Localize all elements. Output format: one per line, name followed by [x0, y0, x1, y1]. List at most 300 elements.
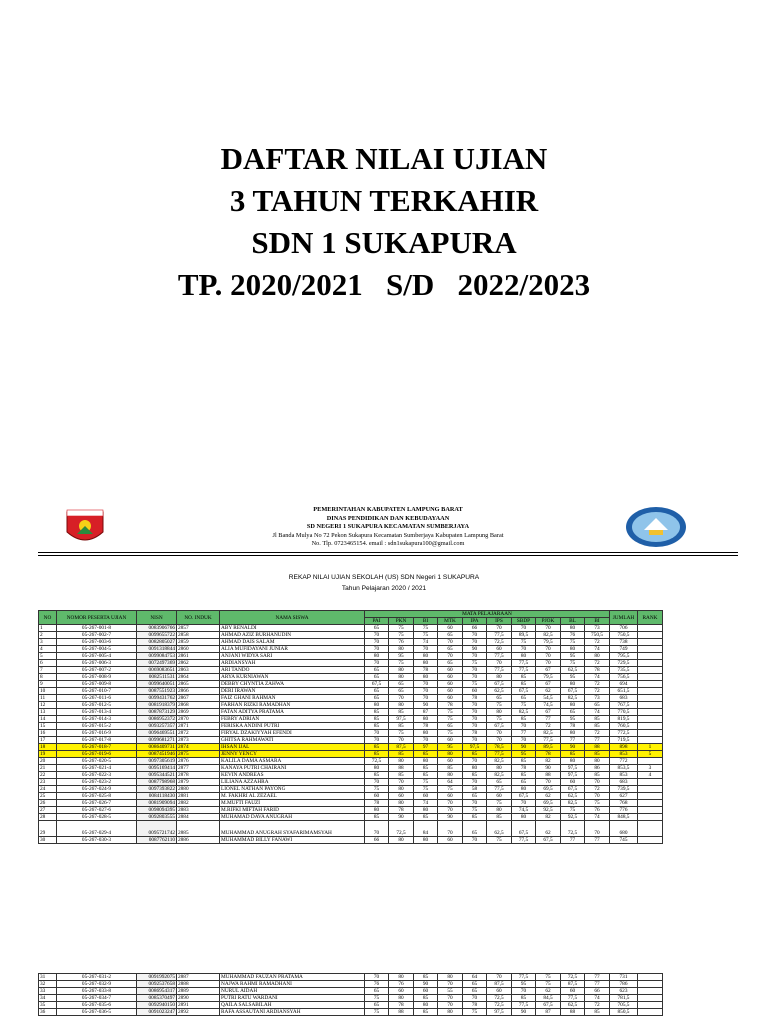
cell-no: 35: [39, 1002, 57, 1009]
cell-score: 85: [585, 723, 610, 730]
cell-no: 18: [39, 744, 57, 751]
table-row: [39, 981, 663, 988]
cell-nama: AHMAD AZIZ BURHANUDIN: [220, 632, 365, 639]
cell-score: 95: [512, 751, 536, 758]
cell-jumlah: 719,5: [610, 737, 638, 744]
cell-nomor-ujian: 05-267-029-4: [57, 821, 137, 837]
cell-score: 90: [414, 702, 438, 709]
cell-score: 73: [585, 625, 610, 632]
cell-score: 80: [561, 625, 585, 632]
cell-score: 67,5: [512, 688, 536, 695]
cell-nisn: 0099431762: [137, 695, 177, 702]
kop-line-2: DINAS PENDIDIKAN DAN KEBUDAYAAN: [326, 514, 450, 522]
cell-score: 78: [463, 695, 487, 702]
cell-nama: NURUL AIDAH: [220, 988, 365, 995]
letterhead-text: [188, 506, 588, 549]
cell-score: 82: [536, 814, 561, 821]
cell-score: 69,5: [536, 800, 561, 807]
cell-nomor-ujian: 05-267-035-6: [57, 1002, 137, 1009]
cell-jumlah: 772: [610, 758, 638, 765]
cell-nama: DERI IRAWAN: [220, 688, 365, 695]
cell-score: 80: [585, 758, 610, 765]
cell-jumlah: 735,5: [610, 667, 638, 674]
cell-nisn: 0092803555: [137, 814, 177, 821]
letterhead-divider-thick: [38, 552, 738, 553]
cell-nama: GHITSA RAHMAWATI: [220, 737, 365, 744]
cell-no-induk: 2871: [177, 723, 220, 730]
cell-score: 74: [585, 814, 610, 821]
cell-score: 72,5: [561, 974, 585, 981]
cell-score: 85: [438, 765, 463, 772]
cell-score: 76: [561, 632, 585, 639]
cell-score: 89,5: [512, 632, 536, 639]
cell-score: 75: [536, 974, 561, 981]
cell-no: 3: [39, 639, 57, 646]
cell-no-induk: 2880: [177, 786, 220, 793]
cell-score: 70: [463, 632, 487, 639]
cell-score: 82: [536, 758, 561, 765]
cell-nomor-ujian: 05-267-002-7: [57, 632, 137, 639]
cell-score: 70: [512, 737, 536, 744]
cell-score: 70: [463, 995, 487, 1002]
cell-score: 80: [561, 702, 585, 709]
cell-nisn: 0086409731: [137, 744, 177, 751]
cell-score: 79,5: [536, 674, 561, 681]
cell-nisn: 0086952372: [137, 716, 177, 723]
cell-score: 80: [414, 758, 438, 765]
cell-no: 23: [39, 779, 57, 786]
kop-line-4: Jl Banda Mulya No 72 Pekon Sukapura Kecamatan Sumberjaya Kabupaten Lampung Barat: [272, 531, 504, 539]
cell-nomor-ujian: 05-267-005-4: [57, 653, 137, 660]
cell-score: 65: [512, 779, 536, 786]
cell-score: 66: [585, 988, 610, 995]
cell-score: 85: [365, 716, 389, 723]
cell-score: 77: [561, 737, 585, 744]
document-title: [0, 138, 768, 306]
letterhead-divider-thin: [38, 555, 738, 556]
cell-nama: M.MUFTI FAUZI: [220, 800, 365, 807]
cell-score: 72,5: [561, 821, 585, 837]
table-row: [39, 800, 663, 807]
cell-jumlah: 776: [610, 807, 638, 814]
cell-no: 26: [39, 800, 57, 807]
cell-score: 90: [561, 744, 585, 751]
cell-jumlah: 705,5: [610, 1002, 638, 1009]
cell-jumlah: 750,5: [610, 632, 638, 639]
cell-score: 74,5: [536, 702, 561, 709]
cell-nama: DEBBY CHYNTIA ZAHWA: [220, 681, 365, 688]
cell-nama: FERISKA ANDINI PUTRI: [220, 723, 365, 730]
cell-score: 76: [389, 981, 414, 988]
cell-nisn: 0083906766: [137, 625, 177, 632]
cell-score: 77: [585, 837, 610, 844]
cell-score: 65: [463, 821, 487, 837]
cell-score: 70: [536, 625, 561, 632]
cell-no: 32: [39, 981, 57, 988]
cell-rank: 4: [638, 772, 663, 779]
table-row: [39, 723, 663, 730]
cell-score: 70: [463, 674, 487, 681]
cell-score: 75: [414, 632, 438, 639]
cell-score: 77,5: [512, 837, 536, 844]
cell-rank: [638, 981, 663, 988]
tut-wuri-handayani-logo-icon: [625, 506, 687, 548]
cell-nama: FAIZ GHANI RAHMAN: [220, 695, 365, 702]
cell-score: 70: [463, 709, 487, 716]
cell-score: 75: [365, 995, 389, 1002]
cell-score: 70: [414, 737, 438, 744]
cell-no: 16: [39, 730, 57, 737]
cell-score: 85: [585, 772, 610, 779]
header-mata-pelajaran: MATA PELAJARAAN: [365, 611, 610, 618]
cell-no: 2: [39, 632, 57, 639]
cell-score: 90: [536, 765, 561, 772]
table-row: [39, 751, 663, 758]
cell-score: 70: [487, 737, 512, 744]
cell-jumlah: 767,5: [610, 702, 638, 709]
cell-score: 90: [414, 981, 438, 988]
cell-rank: [638, 723, 663, 730]
cell-score: 69,5: [536, 786, 561, 793]
cell-score: 74: [414, 800, 438, 807]
cell-nama: ARDIANSYAH: [220, 660, 365, 667]
cell-no-induk: 2888: [177, 981, 220, 988]
cell-nisn: 0086954317: [137, 988, 177, 995]
table-row: [39, 758, 663, 765]
cell-score: 87,5: [561, 981, 585, 988]
cell-score: 55: [438, 988, 463, 995]
cell-score: 70: [438, 981, 463, 988]
cell-no: 9: [39, 681, 57, 688]
cell-score: 90: [389, 814, 414, 821]
cell-score: 80: [438, 974, 463, 981]
cell-score: 80: [487, 807, 512, 814]
cell-score: 78: [414, 667, 438, 674]
cell-jumlah: 706: [610, 625, 638, 632]
cell-score: 95: [389, 653, 414, 660]
cell-score: 70: [463, 737, 487, 744]
cell-score: 70: [512, 646, 536, 653]
cell-no: 30: [39, 837, 57, 844]
cell-score: 78: [389, 807, 414, 814]
cell-no-induk: 2877: [177, 765, 220, 772]
cell-nama: ABY RENALDI: [220, 625, 365, 632]
cell-jumlah: 729,5: [610, 660, 638, 667]
title-line-4: TP. 2020/2021 S/D 2022/2023: [177, 267, 591, 302]
cell-rank: [638, 995, 663, 1002]
cell-score: 80: [438, 772, 463, 779]
cell-score: 75: [512, 639, 536, 646]
cell-jumlah: 756,5: [610, 674, 638, 681]
cell-nama: PUTRI RATU WARDANI: [220, 995, 365, 1002]
table-row: [39, 646, 663, 653]
cell-nama: ARI TANDO: [220, 667, 365, 674]
cell-jumlah: 749: [610, 646, 638, 653]
cell-jumlah: 853,5: [610, 765, 638, 772]
cell-score: 77,5: [487, 786, 512, 793]
table-row: [39, 772, 663, 779]
cell-score: 95: [561, 716, 585, 723]
cell-nomor-ujian: 05-267-011-6: [57, 695, 137, 702]
cell-score: 78: [365, 800, 389, 807]
cell-score: 75: [561, 639, 585, 646]
cell-score: 95: [512, 981, 536, 988]
cell-score: 66: [463, 625, 487, 632]
cell-nomor-ujian: 05-267-009-8: [57, 681, 137, 688]
cell-score: 97,5: [463, 744, 487, 751]
cell-rank: [638, 646, 663, 653]
cell-jumlah: 683: [610, 779, 638, 786]
cell-score: 80: [389, 837, 414, 844]
cell-nomor-ujian: 05-267-006-3: [57, 660, 137, 667]
cell-score: 75: [438, 709, 463, 716]
cell-score: 82,5: [561, 695, 585, 702]
cell-score: 70: [463, 800, 487, 807]
cell-score: 80: [414, 660, 438, 667]
cell-score: 65: [389, 688, 414, 695]
cell-rank: [638, 1002, 663, 1009]
cell-no: 31: [39, 974, 57, 981]
cell-score: 85: [389, 751, 414, 758]
cell-jumlah: 853: [610, 751, 638, 758]
cell-nomor-ujian: 05-267-021-4: [57, 765, 137, 772]
cell-no-induk: 2867: [177, 695, 220, 702]
cell-score: 62,5: [561, 1002, 585, 1009]
cell-no: 28: [39, 814, 57, 821]
cell-score: 67,5: [487, 681, 512, 688]
cell-nisn: 0097393822: [137, 786, 177, 793]
cell-score: 67: [536, 681, 561, 688]
cell-no-induk: 2881: [177, 793, 220, 800]
cell-nomor-ujian: 05-267-020-5: [57, 758, 137, 765]
cell-jumlah: 898: [610, 744, 638, 751]
lampung-barat-logo-icon: [63, 508, 107, 548]
cell-score: 78: [585, 667, 610, 674]
cell-score: 70: [463, 702, 487, 709]
cell-score: 85: [512, 772, 536, 779]
subject-header: IPS: [487, 618, 512, 625]
cell-jumlah: 627: [610, 793, 638, 800]
cell-rank: [638, 814, 663, 821]
cell-score: 65: [365, 688, 389, 695]
cell-score: 60: [487, 793, 512, 800]
cell-score: 85: [512, 716, 536, 723]
cell-no: 17: [39, 737, 57, 744]
cell-nomor-ujian: 05-267-016-9: [57, 730, 137, 737]
cell-score: 80: [414, 837, 438, 844]
cell-no: 33: [39, 988, 57, 995]
cell-no-induk: 2887: [177, 974, 220, 981]
cell-score: 67,5: [561, 688, 585, 695]
cell-no-induk: 2861: [177, 653, 220, 660]
cell-score: 80: [512, 653, 536, 660]
table-row: [39, 702, 663, 709]
cell-score: 62: [536, 821, 561, 837]
cell-score: 70: [463, 779, 487, 786]
cell-score: 80: [487, 765, 512, 772]
table-row: [39, 793, 663, 800]
cell-rank: [638, 988, 663, 995]
cell-score: 72,5: [487, 995, 512, 1002]
cell-score: 64: [463, 974, 487, 981]
cell-score: 60: [438, 695, 463, 702]
cell-score: 85: [365, 723, 389, 730]
cell-nama: LIONEL NATHAN PAYONG: [220, 786, 365, 793]
cell-no: 1: [39, 625, 57, 632]
cell-rank: [638, 709, 663, 716]
cell-score: 73: [585, 695, 610, 702]
cell-score: 70: [585, 793, 610, 800]
cell-score: 80: [389, 758, 414, 765]
cell-score: 80: [389, 786, 414, 793]
table-row: [39, 632, 663, 639]
cell-nama: FATAN ADITYA PRATAMA: [220, 709, 365, 716]
cell-rank: [638, 716, 663, 723]
cell-score: 85: [561, 751, 585, 758]
table-row: [39, 688, 663, 695]
grades-table-continued: [38, 973, 663, 1016]
cell-no-induk: 2857: [177, 625, 220, 632]
cell-nama: MUHAMAD DAVA ANUGRAH: [220, 814, 365, 821]
cell-rank: [638, 730, 663, 737]
cell-score: 65: [438, 632, 463, 639]
cell-score: 88: [389, 1009, 414, 1016]
cell-jumlah: 739,5: [610, 786, 638, 793]
cell-score: 77: [585, 737, 610, 744]
cell-score: 60: [438, 625, 463, 632]
cell-score: 62,5: [561, 793, 585, 800]
cell-score: 77,5: [512, 660, 536, 667]
cell-rank: [638, 807, 663, 814]
cell-score: 72: [536, 723, 561, 730]
grades-table: [38, 610, 663, 844]
cell-nisn: 0087873129: [137, 709, 177, 716]
cell-no: 24: [39, 786, 57, 793]
cell-score: 72,5: [487, 1002, 512, 1009]
cell-score: 85: [414, 765, 438, 772]
cell-score: 87: [536, 1009, 561, 1016]
cell-nomor-ujian: 05-267-025-8: [57, 793, 137, 800]
cell-score: 72: [585, 1002, 610, 1009]
cell-score: 65: [365, 1002, 389, 1009]
cell-score: 85: [365, 744, 389, 751]
cell-score: 85: [414, 974, 438, 981]
rekap-title: REKAP NILAI UJIAN SEKOLAH (US) SDN Negeri 1 SUKAPURA: [288, 574, 480, 581]
cell-no: 36: [39, 1009, 57, 1016]
cell-jumlah: 683: [610, 695, 638, 702]
cell-score: 60: [487, 646, 512, 653]
cell-score: 70: [536, 653, 561, 660]
cell-score: 65: [463, 981, 487, 988]
cell-score: 70: [512, 988, 536, 995]
cell-rank: [638, 695, 663, 702]
cell-score: 70: [438, 995, 463, 1002]
table-row: [39, 674, 663, 681]
cell-score: 80: [487, 674, 512, 681]
cell-score: 65: [365, 695, 389, 702]
cell-score: 80: [585, 653, 610, 660]
cell-nomor-ujian: 05-267-017-8: [57, 737, 137, 744]
cell-score: 77,5: [512, 667, 536, 674]
table-row: [39, 1002, 663, 1009]
table-row: [39, 1009, 663, 1016]
cell-score: 67: [536, 667, 561, 674]
cell-score: 80: [389, 667, 414, 674]
title-line-3: SDN 1 SUKAPURA: [251, 225, 517, 260]
cell-score: 77,5: [536, 737, 561, 744]
cell-score: 80: [389, 995, 414, 1002]
cell-no-induk: 2858: [177, 632, 220, 639]
letterhead: [38, 500, 738, 552]
cell-score: 70: [585, 779, 610, 786]
subject-header: SBDP: [512, 618, 536, 625]
cell-score: 70: [389, 737, 414, 744]
cell-score: 97: [414, 744, 438, 751]
cell-no: 13: [39, 709, 57, 716]
cell-no: 5: [39, 653, 57, 660]
cell-score: 72: [585, 786, 610, 793]
cell-score: 64: [438, 779, 463, 786]
kop-line-5: No. Tlp. 0723465154. email : sdn1sukapura100@gmail.com: [311, 540, 465, 548]
cell-nomor-ujian: 05-267-008-9: [57, 674, 137, 681]
cell-nisn: 0093257357: [137, 723, 177, 730]
table-row: [39, 695, 663, 702]
cell-nisn: 0087798968: [137, 779, 177, 786]
cell-score: 78: [536, 751, 561, 758]
cell-score: 80: [389, 674, 414, 681]
subject-header: PKN: [389, 618, 414, 625]
cell-rank: [638, 639, 663, 646]
cell-nisn: 0091992075: [137, 974, 177, 981]
cell-rank: [638, 793, 663, 800]
cell-no-induk: 2863: [177, 667, 220, 674]
cell-rank: [638, 800, 663, 807]
cell-nama: MUHAMMAD ANUGRAH SYAFARIMAMSYAH: [220, 821, 365, 837]
cell-score: 76: [365, 981, 389, 988]
cell-nomor-ujian: 05-267-031-2: [57, 974, 137, 981]
cell-score: 77: [536, 716, 561, 723]
rekap-heading: [0, 572, 768, 594]
cell-score: 80: [414, 674, 438, 681]
cell-nomor-ujian: 05-267-030-3: [57, 837, 137, 844]
cell-score: 60: [365, 793, 389, 800]
header-jumlah: JUMLAH: [610, 611, 638, 625]
cell-no-induk: 2879: [177, 779, 220, 786]
cell-score: 80: [561, 646, 585, 653]
cell-score: 79,5: [536, 639, 561, 646]
table-row: [39, 667, 663, 674]
cell-score: 77: [512, 730, 536, 737]
cell-nomor-ujian: 05-267-024-9: [57, 786, 137, 793]
cell-score: 88: [585, 744, 610, 751]
cell-nisn: 0081909094: [137, 800, 177, 807]
cell-score: 67,5: [487, 723, 512, 730]
cell-no-induk: 2860: [177, 646, 220, 653]
cell-score: 75: [487, 702, 512, 709]
cell-score: 75: [365, 786, 389, 793]
cell-no: 19: [39, 751, 57, 758]
cell-no-induk: 2875: [177, 751, 220, 758]
cell-score: 60: [438, 793, 463, 800]
cell-no: 12: [39, 702, 57, 709]
title-line-1: DAFTAR NILAI UJIAN: [220, 141, 548, 176]
cell-score: 82,5: [512, 709, 536, 716]
header-nisn: NISN: [137, 611, 177, 625]
cell-score: 70: [463, 667, 487, 674]
cell-score: 95: [561, 674, 585, 681]
cell-score: 80: [463, 765, 487, 772]
cell-score: 74: [585, 995, 610, 1002]
